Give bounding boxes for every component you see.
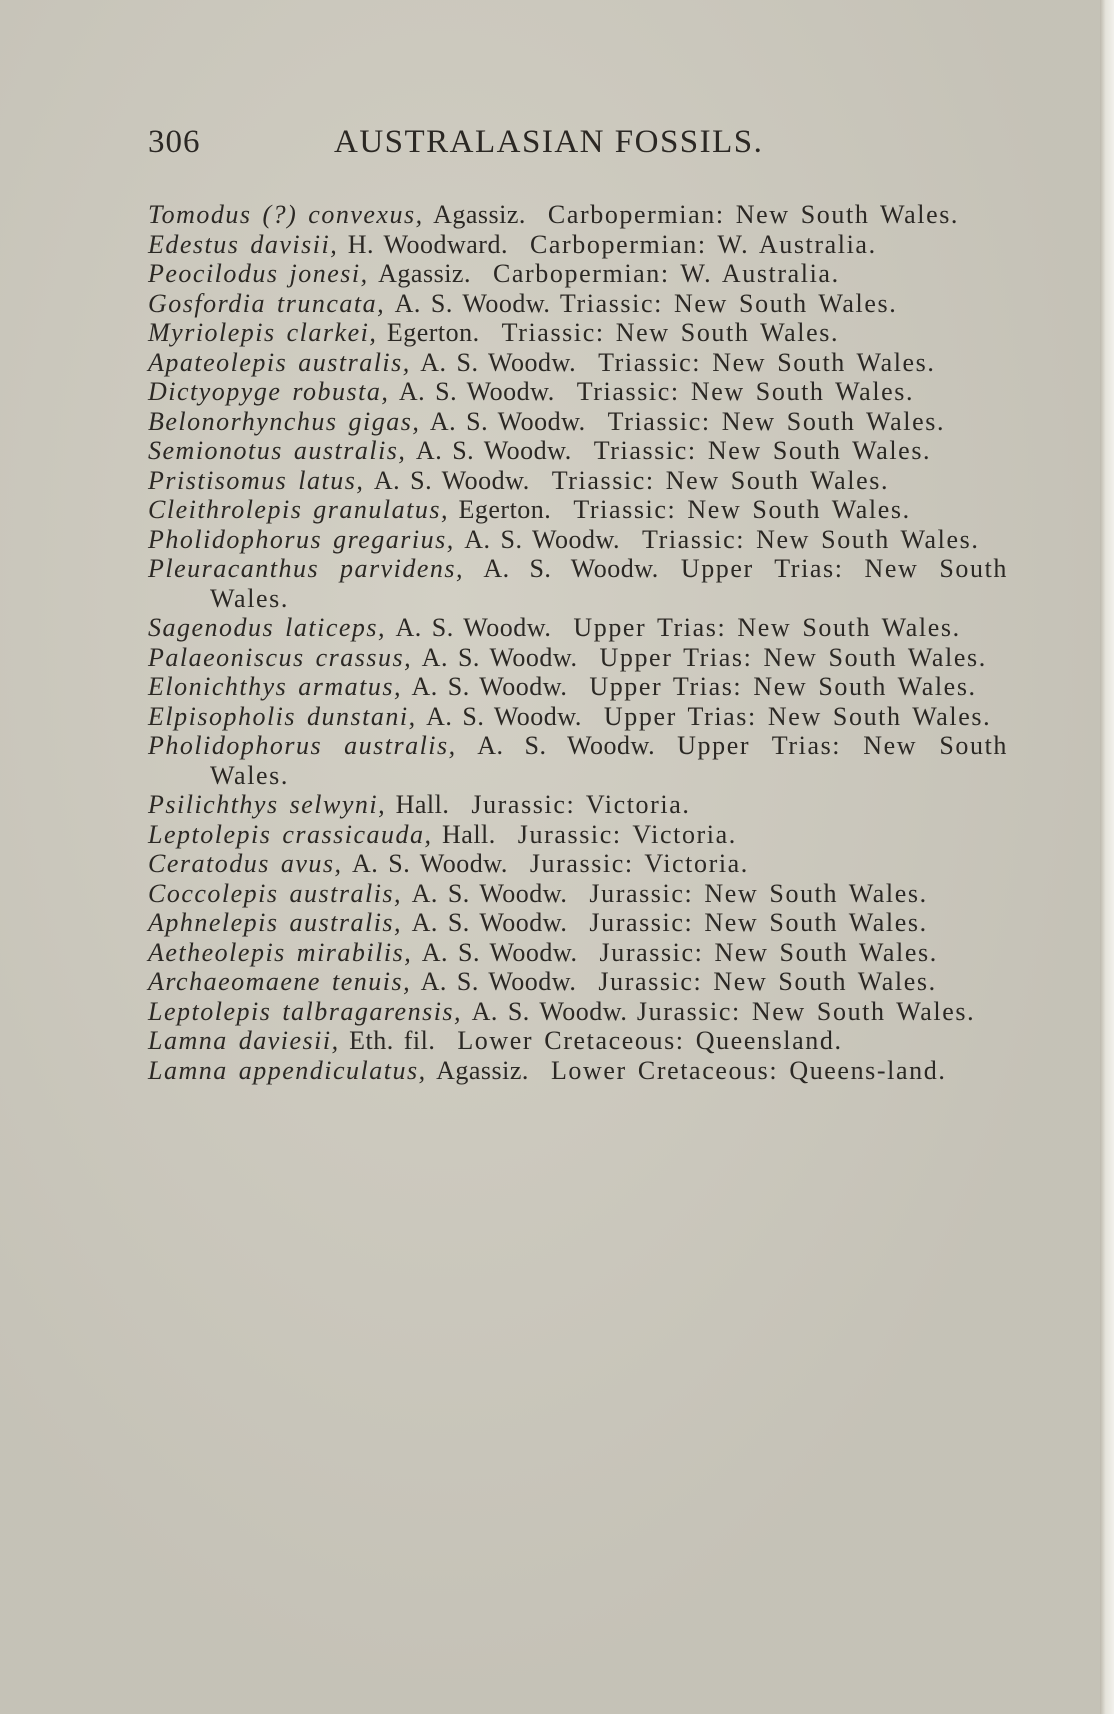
taxon-author: A. S. Woodw. [464, 524, 621, 554]
taxon-horizon: Triassic: New South Wales. [551, 465, 890, 495]
taxon-horizon: Jurassic: New South Wales. [599, 937, 938, 967]
taxon-horizon: Upper Trias: New South Wales. [573, 613, 961, 642]
taxon-author: A. S. Woodw. [411, 908, 568, 937]
taxon-author: A. S. Woodw. [421, 642, 578, 672]
taxon-name: Pristisomus latus, [148, 465, 365, 495]
taxon-name: Sagenodus laticeps, [148, 613, 387, 642]
taxon-author: A. S. Woodw. [420, 967, 577, 996]
list-item [148, 348, 1008, 378]
list-item [148, 1056, 1008, 1086]
list-item [148, 879, 1008, 909]
taxon-horizon: Triassic: New South Wales. [607, 406, 946, 436]
taxon-name: Leptolepis talbragarensis, [148, 996, 463, 1026]
taxon-horizon: Upper Trias: New South Wales. [589, 672, 977, 701]
list-item [148, 938, 1008, 968]
taxon-name: Elpisopholis dunstani, [148, 701, 417, 731]
list-item [148, 525, 1008, 555]
taxon-author: A. S. Woodw. [394, 288, 551, 318]
list-item [148, 259, 1008, 289]
taxon-name: Peocilodus jonesi, [148, 259, 369, 288]
list-item [148, 436, 1008, 466]
taxon-name: Pleuracanthus parvidens, [148, 554, 465, 583]
taxon-horizon: Triassic: New South Wales. [559, 288, 898, 318]
list-item [148, 672, 1008, 702]
list-item [148, 318, 1008, 348]
taxon-horizon: Triassic: New South Wales. [501, 318, 840, 347]
taxon-author: Eth. fil. [349, 1026, 436, 1055]
taxon-author: A. S. Woodw. [426, 701, 582, 731]
taxon-horizon: Lower Cretaceous: Queensland. [457, 1026, 843, 1055]
list-item [148, 997, 1008, 1027]
list-item [148, 967, 1008, 997]
taxon-horizon: Jurassic: New South Wales. [589, 878, 928, 908]
taxon-name: Psilichthys selwyni, [148, 790, 387, 819]
taxon-horizon: Lower Cretaceous: Queens-land. [550, 1055, 947, 1085]
taxon-author: A. S. Woodw. [411, 878, 568, 908]
taxon-name: Dictyopyge robusta, [148, 377, 390, 406]
list-item [148, 495, 1008, 525]
taxon-horizon: Jurassic: New South Wales. [636, 996, 976, 1026]
taxon-horizon: Carbopermian: W. Australia. [529, 229, 877, 259]
page-number: 306 [148, 124, 201, 160]
running-head: AUSTRALASIAN FOSSILS. [334, 124, 764, 160]
list-item [148, 790, 1008, 820]
taxon-author: Egerton. [386, 318, 480, 347]
list-item [148, 702, 1008, 732]
taxon-name: Edestus davisii, [148, 229, 339, 259]
list-item [148, 908, 1008, 938]
taxon-horizon: Triassic: New South Wales. [576, 377, 915, 406]
taxon-author: Agassiz. [378, 259, 471, 288]
list-item [148, 613, 1008, 643]
list-item [148, 731, 1008, 790]
taxon-author: A. S. Woodw. [411, 672, 568, 701]
taxon-name: Lamna appendiculatus, [148, 1055, 427, 1085]
taxon-horizon: Jurassic: Victoria. [471, 790, 691, 819]
taxon-horizon: Upper Trias: New South Wales. [210, 731, 1009, 790]
list-item [148, 289, 1008, 319]
taxon-name: Pholidophorus gregarius, [148, 524, 455, 554]
list-item [148, 820, 1008, 850]
taxon-name: Elonichthys armatus, [148, 672, 402, 701]
taxon-name: Tomodus (?) convexus, [148, 200, 424, 229]
taxon-horizon: Jurassic: New South Wales. [598, 967, 937, 996]
taxon-horizon: Carbopermian: W. Australia. [492, 259, 840, 288]
taxon-horizon: Triassic: New South Wales. [598, 347, 936, 377]
taxon-name: Semionotus australis, [148, 436, 407, 465]
taxon-horizon: Upper Trias: New South Wales. [210, 554, 1009, 613]
taxon-author: Hall. [442, 819, 496, 849]
page-header [148, 124, 828, 168]
taxon-horizon: Jurassic: New South Wales. [589, 908, 928, 937]
list-item [148, 407, 1008, 437]
fossil-list [148, 200, 1008, 1085]
taxon-name: Gosfordia truncata, [148, 288, 386, 318]
taxon-author: A. S. Woodw. [483, 554, 659, 583]
taxon-name: Ceratodus avus, [148, 849, 343, 878]
taxon-horizon: Upper Trias: New South Wales. [603, 701, 992, 731]
taxon-author: A. S. Woodw. [352, 849, 508, 878]
taxon-name: Aphnelepis australis, [148, 908, 403, 937]
taxon-name: Archaeomaene tenuis, [148, 967, 412, 996]
taxon-horizon: Upper Trias: New South Wales. [599, 642, 987, 672]
taxon-author: Agassiz. [436, 1055, 529, 1085]
taxon-author: Agassiz. [433, 200, 526, 229]
taxon-author: A. S. Woodw. [477, 731, 656, 760]
taxon-author: Hall. [395, 790, 450, 819]
taxon-horizon: Triassic: New South Wales. [573, 495, 911, 524]
taxon-name: Lamna daviesii, [148, 1026, 340, 1055]
taxon-name: Apateolepis australis, [148, 347, 411, 377]
list-item [148, 554, 1008, 613]
taxon-name: Leptolepis crassicauda, [148, 819, 433, 849]
taxon-name: Pholidophorus australis, [148, 731, 457, 760]
list-item [148, 230, 1008, 260]
list-item [148, 1026, 1008, 1056]
taxon-author: A. S. Woodw. [398, 377, 555, 406]
taxon-horizon: Jurassic: Victoria. [517, 819, 737, 849]
taxon-name: Cleithrolepis granulatus, [148, 495, 449, 524]
taxon-horizon: Jurassic: Victoria. [529, 849, 749, 878]
list-item [148, 377, 1008, 407]
list-item [148, 200, 1008, 230]
taxon-horizon: Triassic: New South Wales. [642, 524, 980, 554]
list-item [148, 643, 1008, 673]
taxon-name: Belonorhynchus gigas, [148, 406, 421, 436]
taxon-name: Coccolepis australis, [148, 878, 403, 908]
list-item [148, 466, 1008, 496]
taxon-name: Myriolepis clarkei, [148, 318, 378, 347]
taxon-horizon: Triassic: New South Wales. [593, 436, 932, 465]
taxon-name: Aetheolepis mirabilis, [148, 937, 413, 967]
taxon-author: A. S. Woodw. [429, 406, 586, 436]
taxon-author: H. Woodward. [347, 229, 508, 259]
taxon-author: Egerton. [458, 495, 552, 524]
page-edge [1100, 0, 1114, 1714]
taxon-author: A. S. Woodw. [420, 347, 577, 377]
taxon-author: A. S. Woodw. [471, 996, 628, 1026]
taxon-author: A. S. Woodw. [373, 465, 530, 495]
taxon-author: A. S. Woodw. [415, 436, 572, 465]
list-item [148, 849, 1008, 879]
taxon-author: A. S. Woodw. [421, 937, 578, 967]
taxon-author: A. S. Woodw. [395, 613, 552, 642]
taxon-name: Palaeoniscus crassus, [148, 642, 413, 672]
taxon-horizon: Carbopermian: New South Wales. [547, 200, 960, 229]
